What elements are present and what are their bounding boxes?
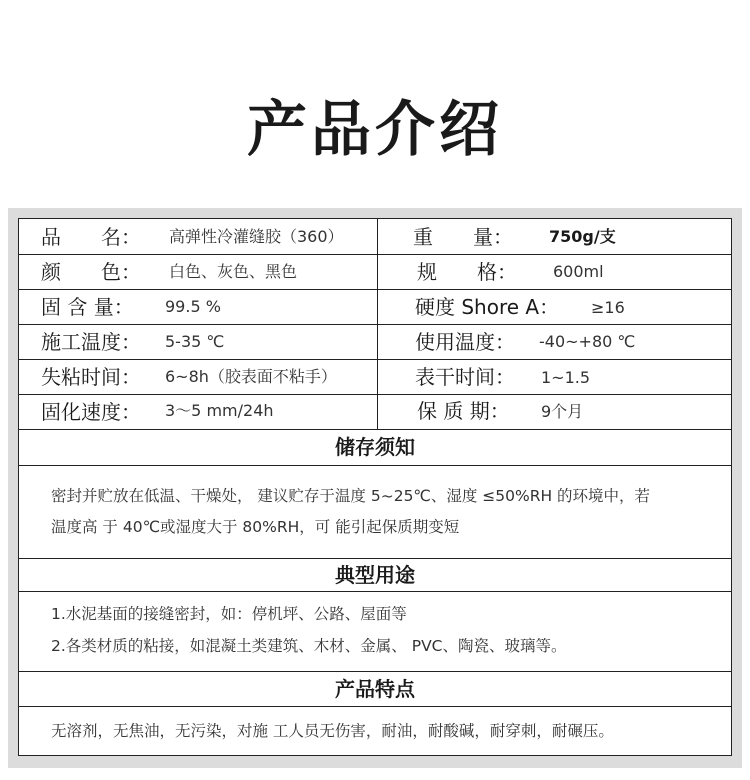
section-divider	[19, 706, 731, 707]
section-divider	[19, 591, 731, 592]
surface-dry-label: 表干时间：	[415, 365, 515, 389]
usage-heading: 典型用途	[335, 563, 415, 587]
shelf-life-label: 保 质 期：	[417, 399, 510, 423]
use-temp-label: 使用温度：	[415, 330, 515, 354]
color-value: 白色、灰色、黑色	[169, 262, 298, 281]
tack-free-value: 6~8h（胶表面不粘手）	[165, 367, 337, 386]
usage-item-2: 2.各类材质的粘接，如混凝土类建筑、木材、金属、 PVC、陶瓷、玻璃等。	[51, 637, 567, 655]
section-divider	[19, 465, 731, 466]
weight-value: 750g/支	[549, 227, 616, 246]
shelf-life-value: 9个月	[541, 402, 584, 421]
row-divider	[19, 359, 731, 360]
features-heading: 产品特点	[335, 677, 415, 701]
name-value: 高弹性冷灌缝胶（360）	[169, 227, 344, 246]
features-text: 无溶剂，无焦油，无污染，对施 工人员无伤害，耐油，耐酸碱，耐穿刺，耐碾压。	[51, 722, 614, 740]
section-divider	[19, 558, 731, 559]
tack-free-label: 失粘时间：	[41, 365, 141, 389]
usage-item-1: 1.水泥基面的接缝密封，如：停机坪、公路、屋面等	[51, 605, 407, 623]
spec-sheet	[18, 218, 732, 756]
cure-speed-value: 3～5 mm/24h	[165, 401, 274, 420]
apply-temp-label: 施工温度：	[41, 330, 141, 354]
row-divider	[19, 324, 731, 325]
cure-speed-label: 固化速度：	[41, 400, 141, 424]
storage-text-line2: 温度高 于 40℃或湿度大于 80%RH，可 能引起保质期变短	[51, 518, 460, 536]
color-label: 颜 色：	[41, 260, 141, 284]
name-label: 品 名：	[41, 225, 141, 249]
row-divider	[19, 429, 731, 430]
hardness-value: ≥16	[591, 298, 625, 317]
weight-label: 重 量：	[413, 225, 513, 249]
spec-value: 600ml	[553, 262, 604, 281]
use-temp-value: -40~+80 ℃	[539, 332, 636, 351]
storage-heading: 储存须知	[335, 435, 415, 459]
section-divider	[19, 671, 731, 672]
hardness-label: 硬度 Shore A：	[415, 295, 560, 319]
spec-label: 规 格：	[417, 260, 517, 284]
page-title: 产品介绍	[247, 95, 503, 165]
column-divider	[377, 219, 378, 429]
row-divider	[19, 254, 731, 255]
storage-text-line1: 密封并贮放在低温、干燥处， 建议贮存于温度 5~25℃、湿度 ≤50%RH 的环境中，若	[51, 487, 651, 505]
surface-dry-value: 1~1.5	[541, 368, 591, 387]
row-divider	[19, 394, 731, 395]
solid-content-label: 固 含 量：	[41, 295, 134, 319]
solid-content-value: 99.5 %	[165, 297, 221, 316]
row-divider	[19, 289, 731, 290]
apply-temp-value: 5-35 ℃	[165, 332, 225, 351]
